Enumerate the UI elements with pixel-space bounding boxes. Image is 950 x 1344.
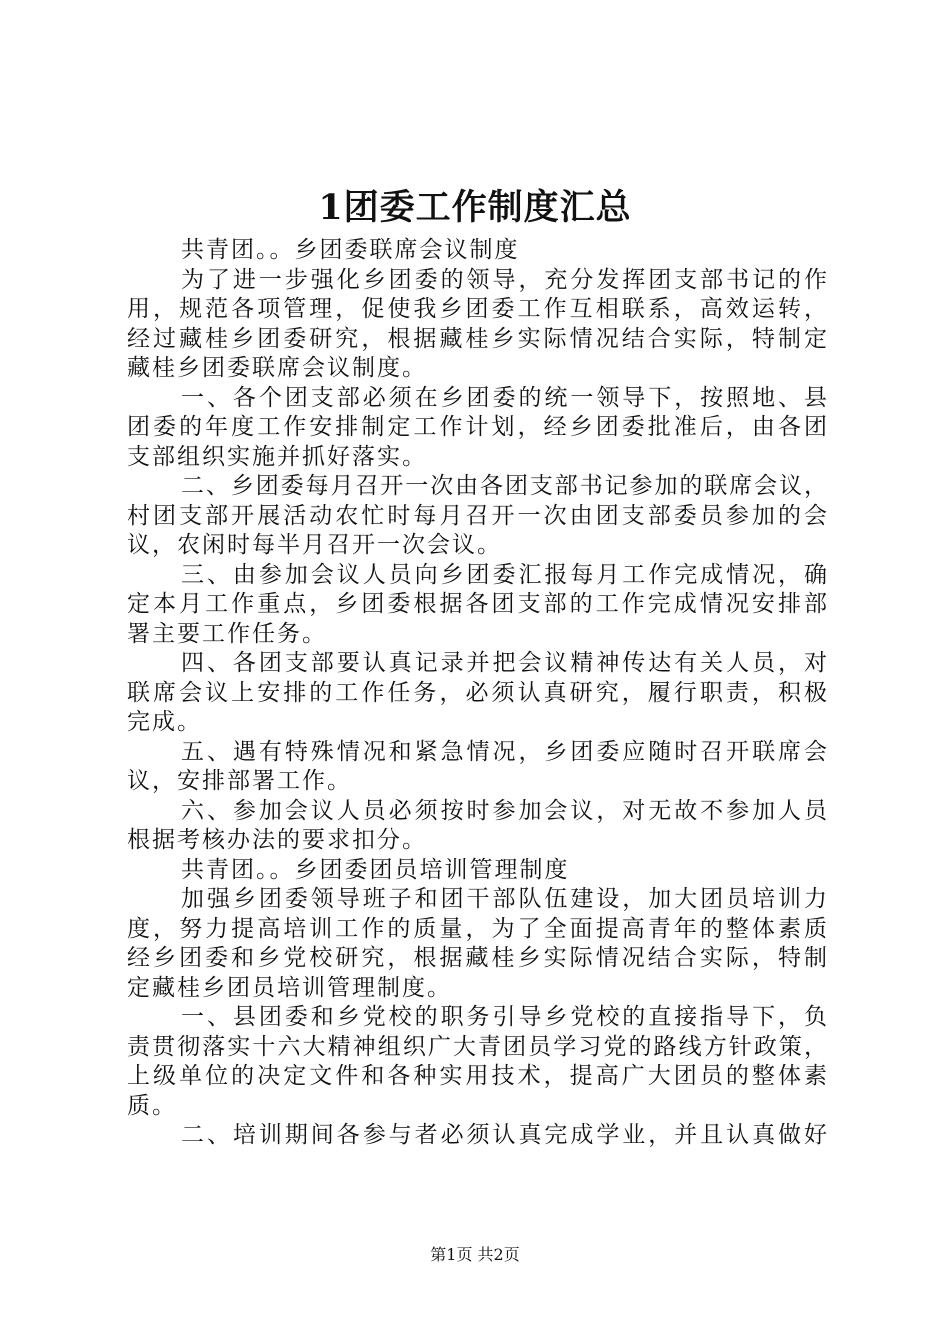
text-line: 加强乡团委领导班子和团干部队伍建设，加大团员培训力 — [181, 886, 827, 912]
text-line: 用，规范各项管理，促使我乡团委工作互相联系，高效运转， — [127, 296, 827, 322]
text-line: 议，安排部署工作。 — [127, 768, 352, 794]
text-line: 度，努力提高培训工作的质量，为了全面提高青年的整体素质 — [127, 915, 827, 942]
text-line: 四、各团支部要认真记录并把会议精神传达有关人员，对 — [181, 650, 827, 676]
text-line: 一、各个团支部必须在乡团委的统一领导下，按照地、县 — [181, 384, 827, 411]
text-line: 经乡团委和乡党校研究，根据藏桂乡实际情况结合实际，特制 — [127, 945, 827, 971]
text-line: 为了进一步强化乡团委的领导，充分发挥团支部书记的作 — [181, 266, 827, 293]
text-line: 署主要工作任务。 — [127, 620, 327, 647]
text-line: 根据考核办法的要求扣分。 — [127, 827, 427, 853]
text-line: 五、遇有特殊情况和紧急情况，乡团委应随时召开联席会 — [181, 738, 827, 765]
text-line: 联席会议上安排的工作任务，必须认真研究，履行职责，积极 — [127, 679, 827, 706]
section-heading: 共青团。。乡团委团员培训管理制度 — [181, 856, 570, 883]
text-line: 议，农闲时每半月召开一次会议。 — [127, 532, 502, 558]
page-number-footer: 第1页 共2页 — [430, 1245, 520, 1264]
document-title: 1团委工作制度汇总 — [318, 187, 632, 228]
text-line: 村团支部开展活动农忙时每月召开一次由团支部委员参加的会 — [127, 502, 827, 529]
text-line: 定藏桂乡团员培训管理制度。 — [127, 974, 452, 1001]
text-line: 支部组织实施并抓好落实。 — [127, 443, 427, 470]
text-line: 经过藏桂乡团委研究，根据藏桂乡实际情况结合实际，特制定 — [127, 325, 827, 352]
text-line: 六、参加会议人员必须按时参加会议，对无故不参加人员 — [181, 797, 827, 824]
text-line: 完成。 — [127, 709, 202, 735]
text-line: 定本月工作重点，乡团委根据各团支部的工作完成情况安排部 — [127, 591, 827, 617]
document-body — [127, 236, 827, 1151]
text-line: 一、县团委和乡党校的职务引导乡党校的直接指导下，负 — [181, 1004, 827, 1030]
text-line: 责贯彻落实十六大精神组织广大青团员学习党的路线方针政策， — [127, 1033, 827, 1060]
text-line: 藏桂乡团委联席会议制度。 — [127, 355, 427, 381]
text-line: 三、由参加会议人员向乡团委汇报每月工作完成情况，确 — [181, 561, 827, 588]
text-line: 二、乡团委每月召开一次由各团支部书记参加的联席会议， — [181, 473, 827, 499]
text-line: 二、培训期间各参与者必须认真完成学业，并且认真做好 — [181, 1122, 827, 1148]
text-line: 上级单位的决定文件和各种实用技术，提高广大团员的整体素 — [127, 1063, 827, 1089]
text-line: 团委的年度工作安排制定工作计划，经乡团委批准后，由各团 — [127, 414, 827, 440]
section-heading: 共青团。。乡团委联席会议制度 — [181, 237, 520, 263]
text-line: 质。 — [127, 1092, 177, 1119]
